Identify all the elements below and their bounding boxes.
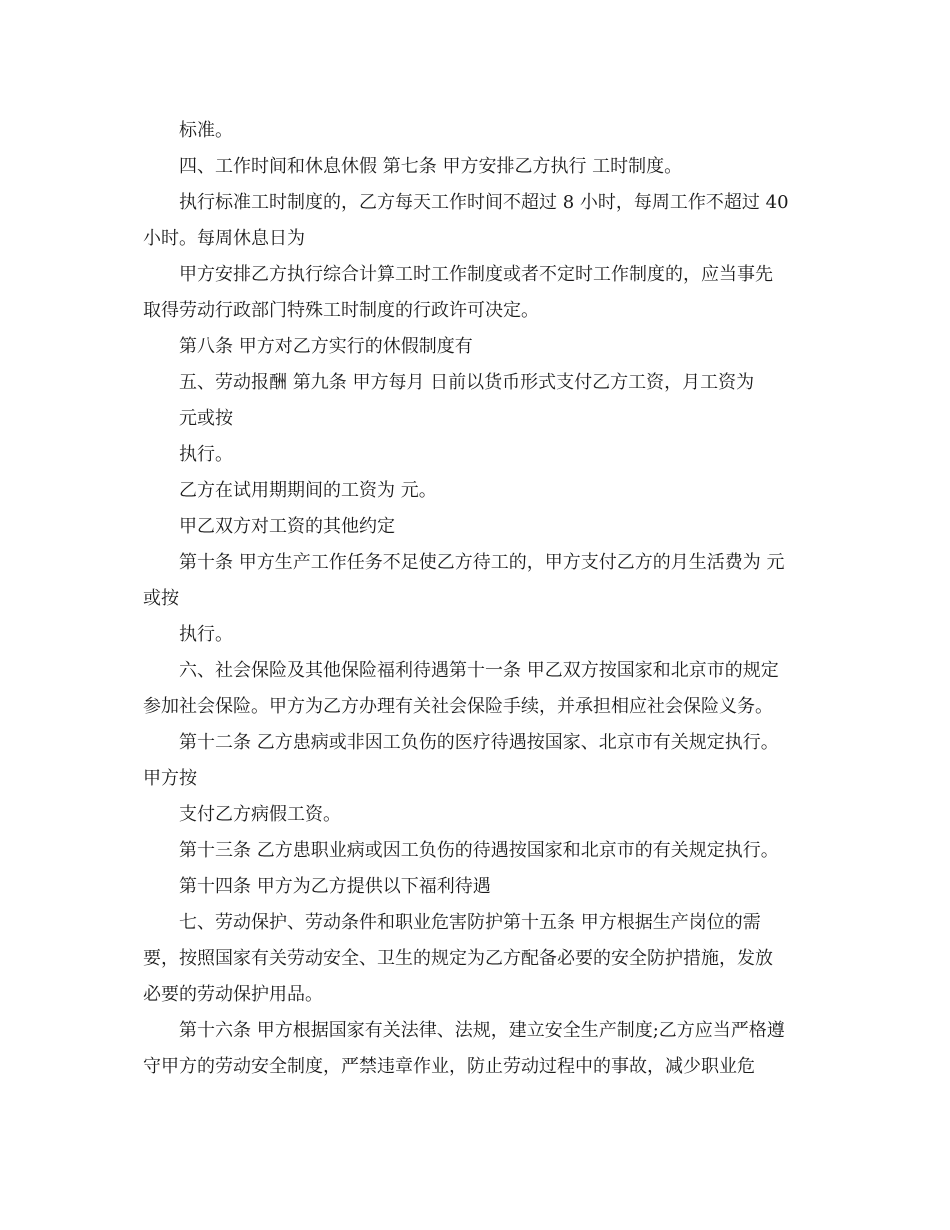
text-line: 或按	[143, 588, 179, 609]
text-line: 甲方按	[143, 768, 197, 789]
text-line: 第十二条 乙方患病或非因工负伤的医疗待遇按国家、北京市有关规定执行。	[179, 732, 779, 753]
document-body	[143, 113, 808, 1085]
text-line: 第八条 甲方对乙方实行的休假制度有	[179, 336, 473, 357]
text-line: 第十条 甲方生产工作任务不足使乙方待工的，甲方支付乙方的月生活费为 元	[179, 552, 785, 573]
text-line: 小时。每周休息日为	[143, 228, 305, 249]
text-line: 甲乙双方对工资的其他约定	[179, 516, 395, 537]
text-line: 执行标准工时制度的，乙方每天工作时间不超过 8 小时，每周工作不超过 40	[179, 192, 789, 213]
text-line: 支付乙方病假工资。	[179, 804, 341, 825]
text-line: 必要的劳动保护用品。	[143, 984, 323, 1005]
text-line: 执行。	[179, 444, 233, 465]
text-line: 取得劳动行政部门特殊工时制度的行政许可决定。	[143, 300, 539, 321]
text-line: 标准。	[179, 120, 233, 141]
text-line: 第十三条 乙方患职业病或因工负伤的待遇按国家和北京市的有关规定执行。	[179, 840, 779, 861]
text-line: 第十四条 甲方为乙方提供以下福利待遇	[179, 876, 491, 897]
text-line: 参加社会保险。甲方为乙方办理有关社会保险手续，并承担相应社会保险义务。	[143, 696, 773, 717]
section-heading-line: 四、工作时间和休息休假 第七条 甲方安排乙方执行 工时制度。	[179, 156, 683, 177]
section-heading-line: 五、劳动报酬 第九条 甲方每月 日前以货币形式支付乙方工资，月工资为	[179, 372, 755, 393]
text-line: 第十六条 甲方根据国家有关法律、法规，建立安全生产制度;乙方应当严格遵	[179, 1020, 785, 1041]
text-line: 执行。	[179, 624, 233, 645]
section-heading-line: 七、劳动保护、劳动条件和职业危害防护第十五条 甲方根据生产岗位的需	[179, 912, 761, 933]
section-heading-line: 六、社会保险及其他保险福利待遇第十一条 甲乙双方按国家和北京市的规定	[179, 660, 779, 681]
text-line: 甲方安排乙方执行综合计算工时工作制度或者不定时工作制度的，应当事先	[179, 264, 773, 285]
text-line: 元或按	[179, 408, 233, 429]
text-line: 要，按照国家有关劳动安全、卫生的规定为乙方配备必要的安全防护措施，发放	[143, 948, 773, 969]
text-line: 乙方在试用期期间的工资为 元。	[179, 480, 437, 501]
text-line: 守甲方的劳动安全制度，严禁违章作业，防止劳动过程中的事故，减少职业危	[143, 1056, 755, 1077]
